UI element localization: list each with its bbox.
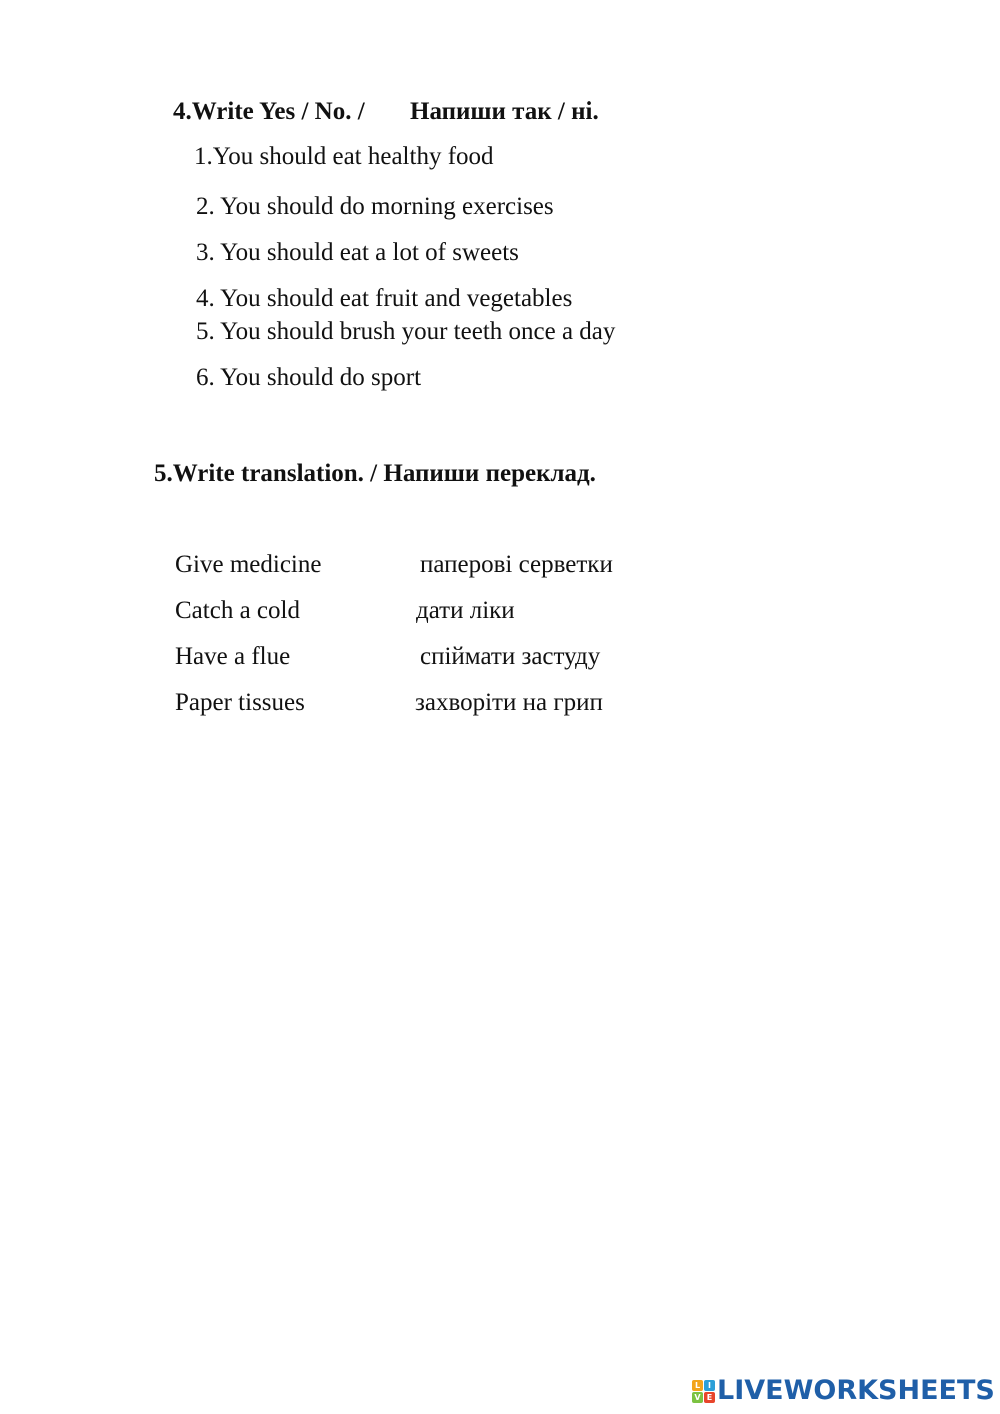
section4-heading-ua: Напиши так / ні. xyxy=(410,98,599,125)
section4-heading-en: 4.Write Yes / No. / xyxy=(173,98,365,125)
translation-ua-1: паперові серветки xyxy=(420,551,613,578)
translation-ua-2: дати ліки xyxy=(416,597,515,624)
translation-en-1: Give medicine xyxy=(175,551,322,578)
logo-blocks-icon: L I V E xyxy=(692,1380,715,1403)
statement-3: 3. You should eat a lot of sweets xyxy=(196,239,519,266)
translation-en-2: Catch a cold xyxy=(175,597,300,624)
liveworksheets-logo[interactable] xyxy=(692,1374,995,1408)
section5-heading: 5.Write translation. / Напиши переклад. xyxy=(154,460,596,487)
logo-text: LIVEWORKSHEETS xyxy=(717,1375,995,1406)
translation-en-4: Paper tissues xyxy=(175,689,305,716)
statement-5: 5. You should brush your teeth once a day xyxy=(196,318,616,345)
translation-ua-3: спіймати застуду xyxy=(420,643,601,670)
translation-ua-4: захворіти на грип xyxy=(415,689,603,716)
statement-2: 2. You should do morning exercises xyxy=(196,193,554,220)
statement-4: 4. You should eat fruit and vegetables xyxy=(196,285,573,312)
translation-en-3: Have a flue xyxy=(175,643,291,670)
statement-6: 6. You should do sport xyxy=(196,364,422,391)
statement-1: 1.You should eat healthy food xyxy=(194,143,494,170)
